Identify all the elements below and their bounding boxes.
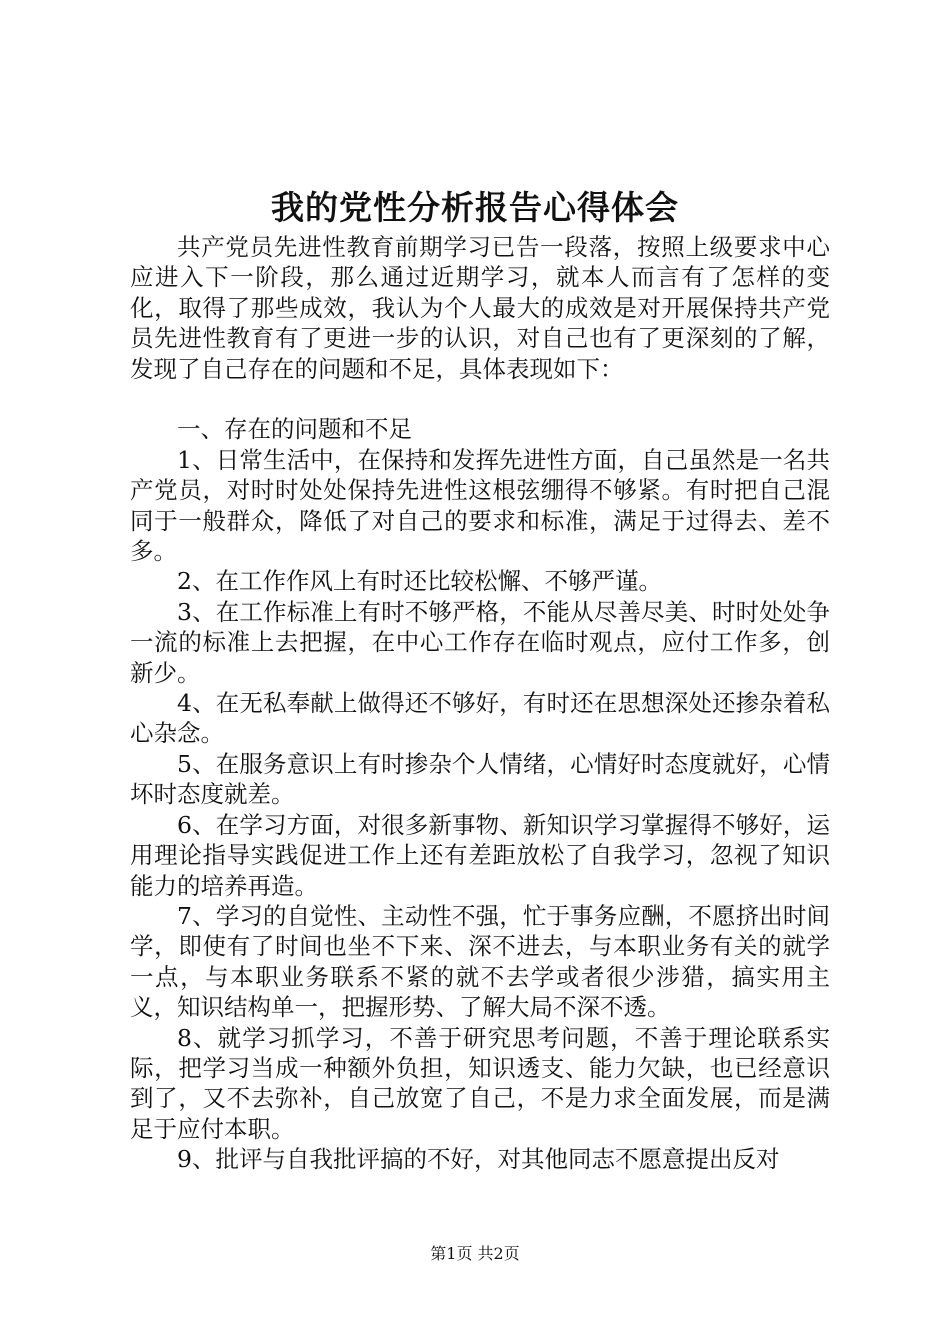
- list-item: 8、就学习抓学习，不善于研究思考问题，不善于理论联系实际，把学习当成一种额外负担，知识透支、能力欠缺，也已经意识到了，又不去弥补，自己放宽了自己，不是力求全面发展，而是满足于应付本职。: [130, 1023, 830, 1143]
- list-item: 1、日常生活中，在保持和发挥先进性方面，自己虽然是一名共产党员，对时时处处保持先进性这根弦绷得不够紧。有时把自己混同于一般群众，降低了对自己的要求和标准，满足于过得去、差不多。: [130, 445, 830, 566]
- section-heading: 一、存在的问题和不足: [177, 415, 412, 444]
- page-footer: 第1页 共2页: [430, 1244, 520, 1263]
- list-item: 4、在无私奉献上做得还不够好，有时还在思想深处还掺杂着私心杂念。: [130, 689, 830, 748]
- intro-paragraph: 共产党员先进性教育前期学习已告一段落，按照上级要求中心应进入下一阶段，那么通过近期学习，就本人而言有了怎样的变化，取得了那些成效，我认为个人最大的成效是对开展保持共产党员先进性教育有了更进一步的认识，对自己也有了更深刻的了解，发现了自己存在的问题和不足，具体表现如下：: [130, 233, 830, 383]
- list-item: 5、在服务意识上有时掺杂个人情绪，心情好时态度就好，心情坏时态度就差。: [130, 749, 830, 809]
- list-item: 9、批评与自我批评搞的不好，对其他同志不愿意提出反对: [177, 1145, 780, 1174]
- list-item: 3、在工作标准上有时不够严格，不能从尽善尽美、时时处处争一流的标准上去把握，在中心工作存在临时观点，应付工作多，创新少。: [130, 597, 830, 687]
- list-item: 2、在工作作风上有时还比较松懈、不够严谨。: [177, 567, 662, 596]
- list-item: 6、在学习方面，对很多新事物、新知识学习掌握得不够好，运用理论指导实践促进工作上还有差距放松了自我学习，忽视了知识能力的培养再造。: [130, 810, 830, 900]
- list-item: 7、学习的自觉性、主动性不强，忙于事务应酬，不愿挤出时间学，即使有了时间也坐不下来、深不进去，与本职业务有关的就学一点，与本职业务联系不紧的就不去学或者很少涉猎，搞实用主义，知识结构单一，把握形势、了解大局不深不透。: [130, 901, 830, 1022]
- document-body: [130, 232, 830, 1175]
- document-title: 我的党性分析报告心得体会: [271, 188, 679, 227]
